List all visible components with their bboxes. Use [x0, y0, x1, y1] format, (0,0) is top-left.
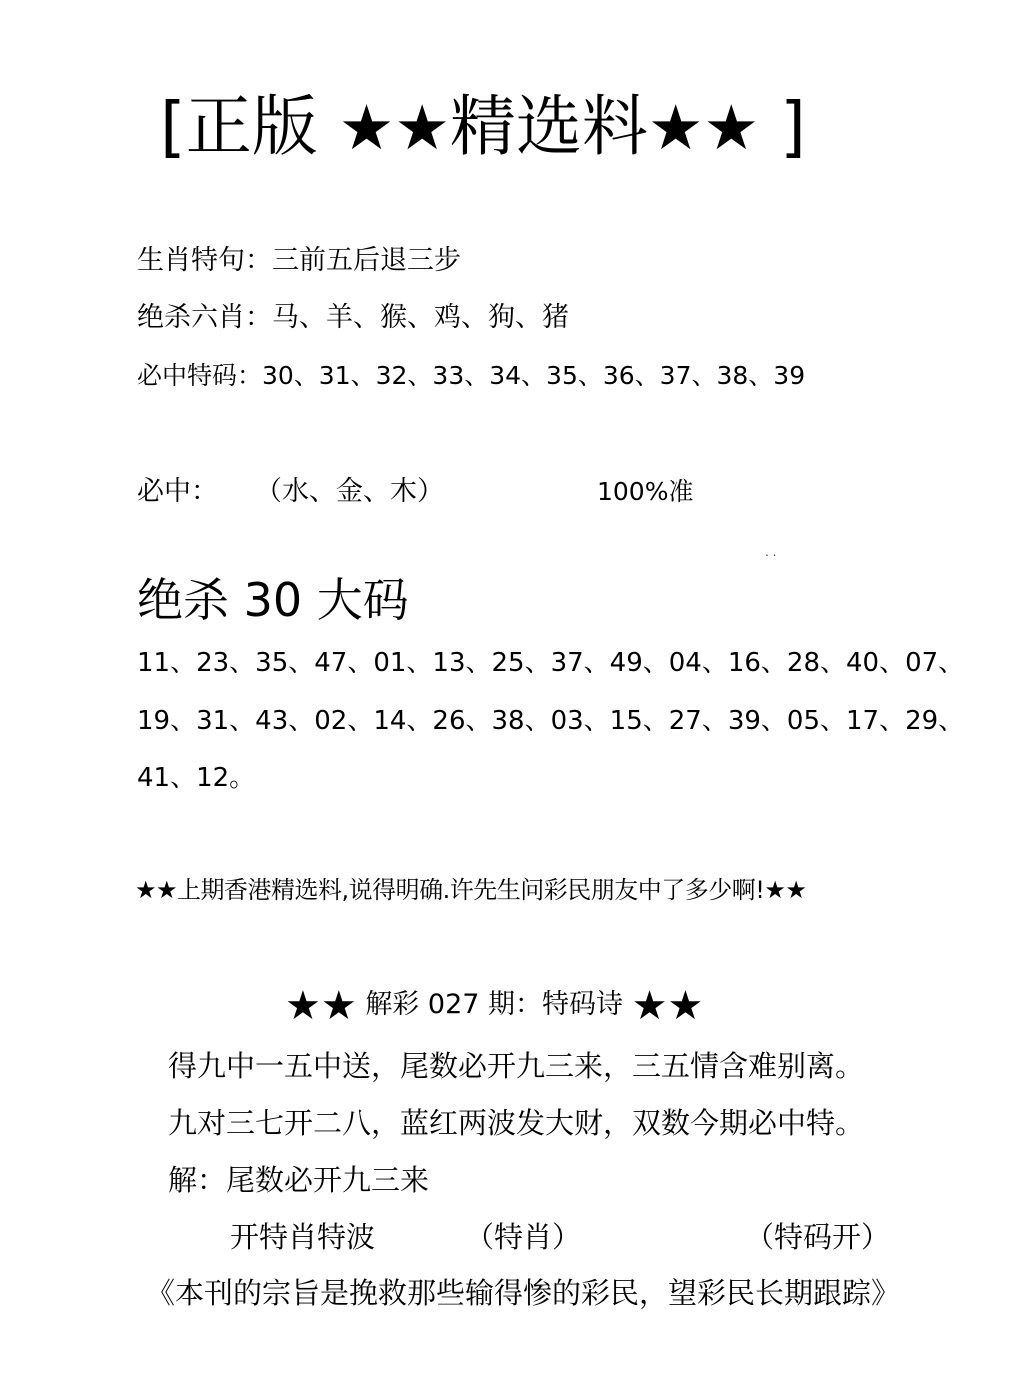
footer-motto: 《本刊的宗旨是挽救那些输得惨的彩民，望彩民长期跟踪》 [146, 1276, 901, 1310]
title-stars-right: ★★ [647, 91, 760, 164]
poem-special-wave: 开特肖特波 [230, 1220, 376, 1254]
zodiac-phrase: 生肖特句：三前五后退三步 [137, 245, 461, 276]
title-bracket-close: ] [780, 88, 806, 165]
poem-special-zodiac: （特肖） [465, 1220, 582, 1254]
title-part2: 精选料 [449, 88, 648, 165]
title-part1: 正版 [185, 88, 318, 165]
kill-numbers-row-1: 11、23、35、47、01、13、25、37、49、04、16、28、40、07、 [137, 648, 965, 678]
title-stars-left: ★★ [338, 91, 450, 164]
poem-explanation: 解：尾数必开九三来 [168, 1163, 430, 1197]
title-bracket-open: [ [160, 88, 186, 165]
previous-issue-note: ★★上期香港精选料,说得明确.许先生问彩民朋友中了多少啊!★★ [135, 876, 807, 904]
page-title [160, 82, 806, 173]
poem-line-1: 得九中一五中送，尾数必开九三来，三五情含难别离。 [168, 1049, 865, 1083]
poem-stars-right: ★★ [631, 983, 704, 1029]
elements-label: 必中： [137, 476, 218, 507]
poem-special-code: （特码开） [745, 1220, 891, 1254]
kill-six-zodiac: 绝杀六肖：马、羊、猴、鸡、狗、猪 [137, 302, 569, 333]
poem-stars-left: ★★ [285, 983, 357, 1029]
poem-heading: 解彩 027 期：特码诗 [365, 989, 624, 1020]
poem-heading-row [285, 983, 704, 1029]
kill-big-heading: 绝杀 30 大码 [137, 573, 409, 627]
stray-dots: . . [765, 545, 777, 559]
accuracy-text: 100%准 [597, 477, 694, 506]
special-codes: 必中特码：30、31、32、33、34、35、36、37、38、39 [137, 361, 806, 390]
elements-value: （水、金、木） [255, 476, 444, 507]
poem-line-2: 九对三七开二八，蓝红两波发大财，双数今期必中特。 [168, 1106, 865, 1140]
kill-numbers-row-2: 19、31、43、02、14、26、38、03、15、27、39、05、17、29、 [137, 706, 965, 736]
kill-numbers-row-3: 41、12。 [137, 763, 256, 793]
